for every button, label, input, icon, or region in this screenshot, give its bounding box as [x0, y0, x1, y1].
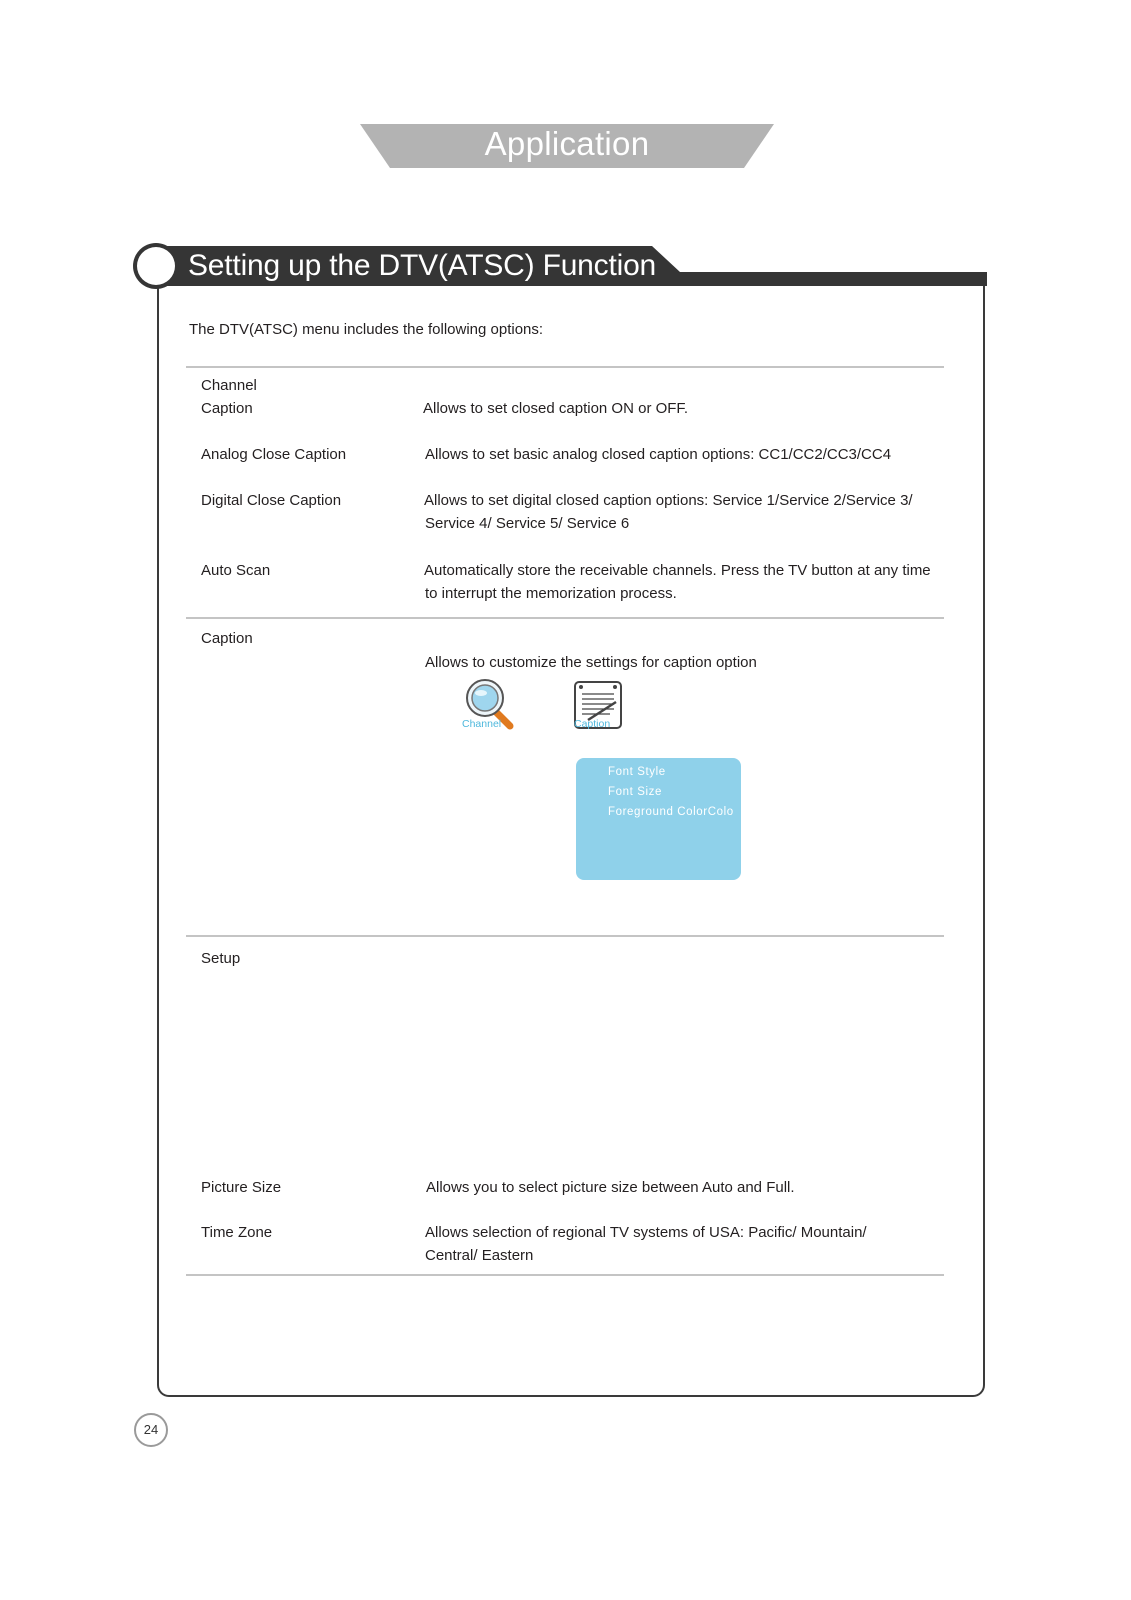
chapter-title: Application [484, 125, 650, 162]
divider [186, 935, 944, 937]
osd-channel-tile [458, 678, 516, 732]
item-name-time-zone: Time Zone [201, 1224, 273, 1241]
item-name-caption: Caption [201, 400, 253, 417]
group-heading-caption: Caption [201, 630, 253, 647]
chapter-banner [360, 124, 774, 168]
group-heading-setup: Setup [201, 950, 241, 967]
item-desc-auto-scan-cont: to interrupt the memorization process. [425, 585, 677, 602]
osd-menu-item[interactable]: Foreground ColorColo [608, 806, 734, 818]
item-name-picture-size: Picture Size [201, 1179, 282, 1196]
item-desc-caption: Allows to set closed caption ON or OFF. [423, 400, 689, 417]
osd-caption-menu [576, 758, 741, 880]
section-header [132, 242, 987, 290]
item-desc-time-zone-cont: Central/ Eastern [425, 1247, 534, 1264]
item-name-analog-close-caption: Analog Close Caption [201, 446, 347, 463]
intro-text: The DTV(ATSC) menu includes the following options: [189, 321, 544, 338]
group-heading-channel: Channel [201, 377, 257, 394]
osd-menu-item[interactable]: Font Style [608, 766, 666, 778]
page-number: 24 [134, 1413, 168, 1447]
section-title: Setting up the DTV(ATSC) Function [188, 249, 657, 282]
osd-caption-label: Caption [574, 718, 611, 730]
item-name-auto-scan: Auto Scan [201, 562, 271, 579]
item-desc-digital-close-caption-cont: Service 4/ Service 5/ Service 6 [425, 515, 630, 532]
divider [186, 366, 944, 368]
item-desc-auto-scan: Automatically store the receivable channels. Press the TV button at any time [424, 562, 931, 579]
divider [186, 617, 944, 619]
item-name-digital-close-caption: Digital Close Caption [201, 492, 342, 509]
osd-menu-item[interactable]: Font Size [608, 786, 662, 798]
caption-group-desc: Allows to customize the settings for caption option [425, 654, 757, 671]
item-desc-analog-close-caption: Allows to set basic analog closed caption options: CC1/CC2/CC3/CC4 [425, 446, 892, 463]
osd-caption-tile [572, 680, 626, 732]
osd-channel-label: Channel [462, 718, 502, 730]
divider [186, 1274, 944, 1276]
item-desc-picture-size: Allows you to select picture size between Auto and Full. [426, 1179, 795, 1196]
item-desc-time-zone: Allows selection of regional TV systems of USA: Pacific/ Mountain/ [425, 1224, 867, 1241]
item-desc-digital-close-caption: Allows to set digital closed caption options: Service 1/Service 2/Service 3/ [424, 492, 913, 509]
